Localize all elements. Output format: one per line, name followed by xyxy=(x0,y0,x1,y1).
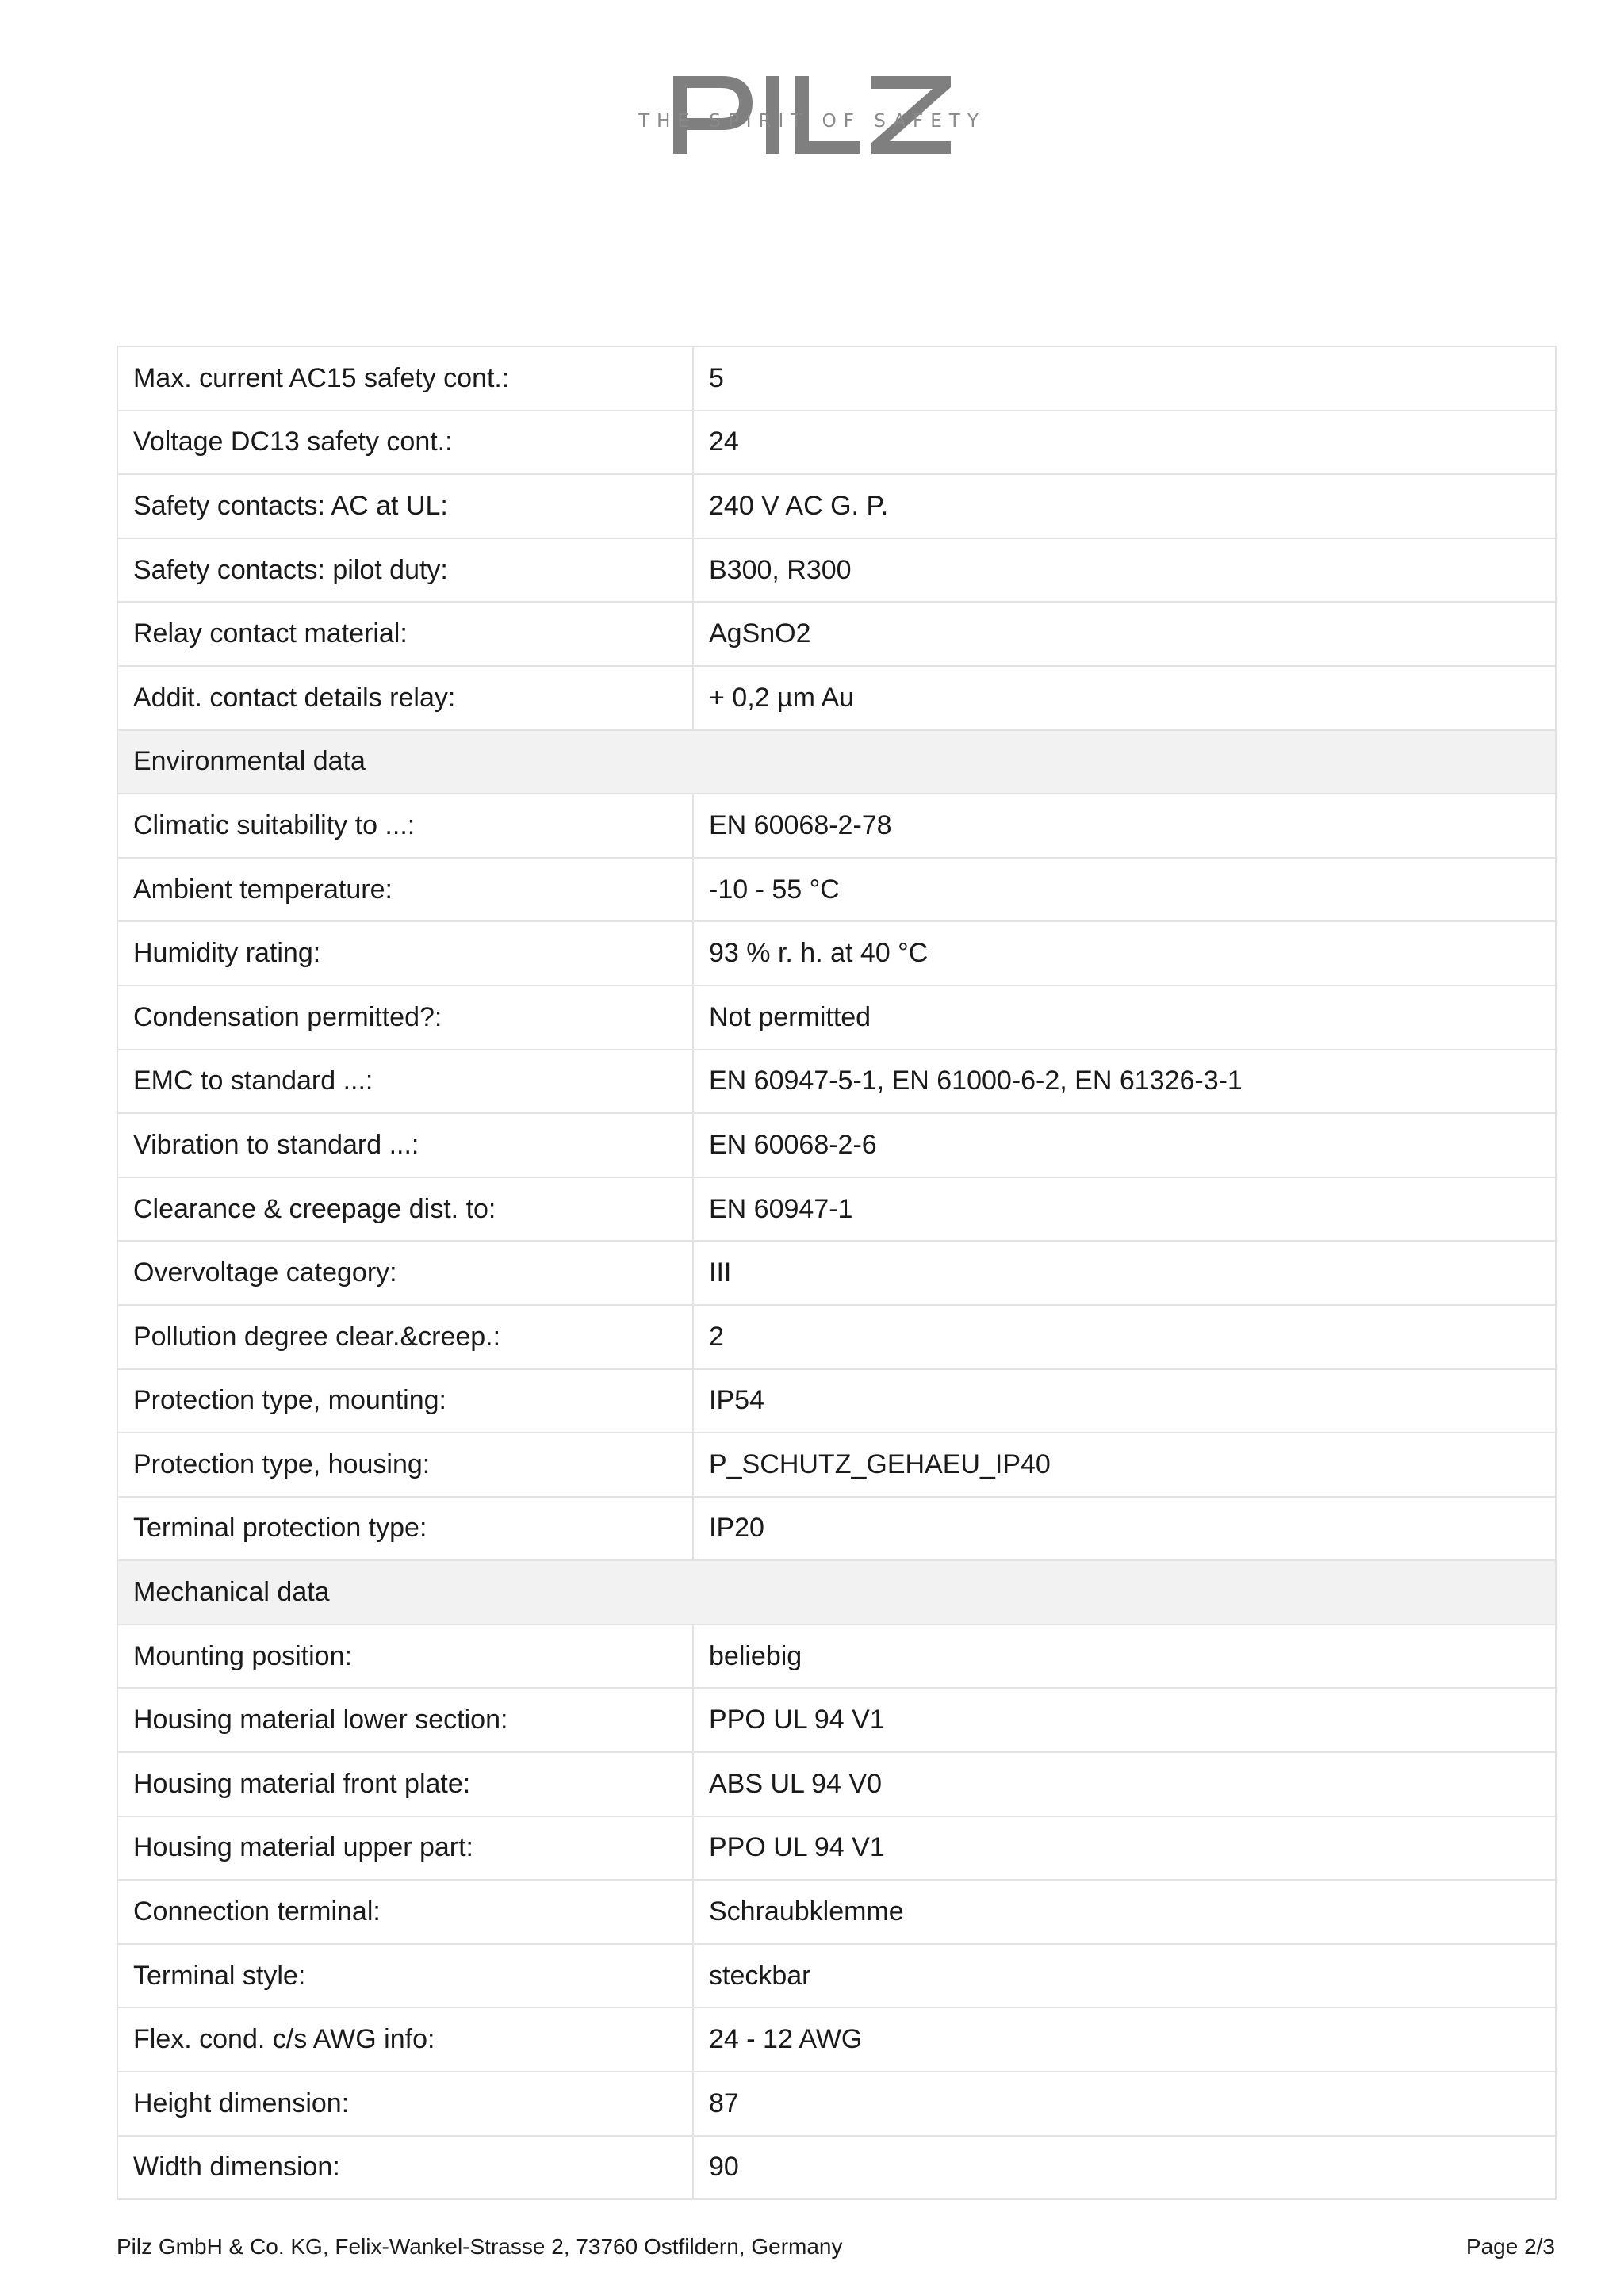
spec-value: 2 xyxy=(693,1305,1556,1369)
spec-value: 5 xyxy=(693,346,1556,411)
spec-value: B300, R300 xyxy=(693,538,1556,603)
spec-value: 90 xyxy=(693,2136,1556,2200)
spec-value: AgSnO2 xyxy=(693,602,1556,666)
spec-value: 24 xyxy=(693,411,1556,475)
table-row xyxy=(117,921,1556,985)
table-row xyxy=(117,1688,1556,1752)
spec-label: Housing material upper part: xyxy=(117,1816,693,1881)
spec-value: PPO UL 94 V1 xyxy=(693,1688,1556,1752)
table-row xyxy=(117,1113,1556,1177)
table-row xyxy=(117,666,1556,730)
spec-value: 24 - 12 AWG xyxy=(693,2007,1556,2072)
spec-value: IP54 xyxy=(693,1369,1556,1433)
spec-value: P_SCHUTZ_GEHAEU_IP40 xyxy=(693,1433,1556,1497)
spec-label: Vibration to standard ...: xyxy=(117,1113,693,1177)
table-row xyxy=(117,474,1556,538)
spec-value: -10 - 55 °C xyxy=(693,858,1556,922)
spec-label: Terminal protection type: xyxy=(117,1497,693,1561)
spec-label: Protection type, mounting: xyxy=(117,1369,693,1433)
spec-label: Condensation permitted?: xyxy=(117,985,693,1050)
table-row xyxy=(117,1752,1556,1816)
section-header-row xyxy=(117,1560,1556,1624)
table-row xyxy=(117,1497,1556,1561)
table-row xyxy=(117,1241,1556,1305)
spec-value: 87 xyxy=(693,2072,1556,2136)
spec-value: PPO UL 94 V1 xyxy=(693,1816,1556,1881)
table-row xyxy=(117,1369,1556,1433)
spec-label: Protection type, housing: xyxy=(117,1433,693,1497)
spec-label: Terminal style: xyxy=(117,1944,693,2008)
table-row xyxy=(117,1624,1556,1689)
table-row xyxy=(117,2072,1556,2136)
spec-value: EN 60068-2-6 xyxy=(693,1113,1556,1177)
table-row xyxy=(117,985,1556,1050)
footer-page-number: Page 2/3 xyxy=(1465,2234,1555,2259)
spec-label: Flex. cond. c/s AWG info: xyxy=(117,2007,693,2072)
table-row xyxy=(117,1305,1556,1369)
spec-value: Not permitted xyxy=(693,985,1556,1050)
spec-label: Humidity rating: xyxy=(117,921,693,985)
table-row xyxy=(117,602,1556,666)
spec-label: Safety contacts: pilot duty: xyxy=(117,538,693,603)
spec-label: Addit. contact details relay: xyxy=(117,666,693,730)
spec-label: Max. current AC15 safety cont.: xyxy=(117,346,693,411)
table-row xyxy=(117,2136,1556,2200)
table-row xyxy=(117,858,1556,922)
spec-label: Mounting position: xyxy=(117,1624,693,1689)
spec-table xyxy=(117,346,1557,2200)
spec-label: Climatic suitability to ...: xyxy=(117,794,693,858)
table-row xyxy=(117,346,1556,411)
spec-label: Overvoltage category: xyxy=(117,1241,693,1305)
spec-value: EN 60068-2-78 xyxy=(693,794,1556,858)
spec-table-body xyxy=(117,346,1556,2199)
spec-label: Safety contacts: AC at UL: xyxy=(117,474,693,538)
spec-label: Height dimension: xyxy=(117,2072,693,2136)
table-row xyxy=(117,794,1556,858)
footer-address: Pilz GmbH & Co. KG, Felix-Wankel-Strasse 2, 73760 Ostfildern, Germany xyxy=(117,2234,843,2259)
table-row xyxy=(117,1433,1556,1497)
spec-value: ABS UL 94 V0 xyxy=(693,1752,1556,1816)
spec-value: Schraubklemme xyxy=(693,1880,1556,1944)
spec-label: Connection terminal: xyxy=(117,1880,693,1944)
spec-value: IP20 xyxy=(693,1497,1556,1561)
logo-tagline: THE SPIRIT OF SAFETY xyxy=(638,111,986,132)
spec-label: Ambient temperature: xyxy=(117,858,693,922)
spec-label: EMC to standard ...: xyxy=(117,1050,693,1114)
table-row xyxy=(117,2007,1556,2072)
section-header-row xyxy=(117,730,1556,794)
table-row xyxy=(117,411,1556,475)
spec-value: 93 % r. h. at 40 °C xyxy=(693,921,1556,985)
spec-value: III xyxy=(693,1241,1556,1305)
spec-value: EN 60947-1 xyxy=(693,1177,1556,1242)
spec-label: Housing material front plate: xyxy=(117,1752,693,1816)
spec-label: Voltage DC13 safety cont.: xyxy=(117,411,693,475)
spec-value: 240 V AC G. P. xyxy=(693,474,1556,538)
table-row xyxy=(117,1816,1556,1881)
table-row xyxy=(117,1177,1556,1242)
spec-value: beliebig xyxy=(693,1624,1556,1689)
table-row xyxy=(117,1880,1556,1944)
spec-label: Relay contact material: xyxy=(117,602,693,666)
section-title: Mechanical data xyxy=(117,1560,1556,1624)
spec-value: EN 60947-5-1, EN 61000-6-2, EN 61326-3-1 xyxy=(693,1050,1556,1114)
section-title: Environmental data xyxy=(117,730,1556,794)
spec-label: Pollution degree clear.&creep.: xyxy=(117,1305,693,1369)
table-row xyxy=(117,538,1556,603)
table-row xyxy=(117,1944,1556,2008)
spec-value: + 0,2 µm Au xyxy=(693,666,1556,730)
spec-value: steckbar xyxy=(693,1944,1556,2008)
spec-label: Clearance & creepage dist. to: xyxy=(117,1177,693,1242)
spec-label: Width dimension: xyxy=(117,2136,693,2200)
table-row xyxy=(117,1050,1556,1114)
spec-label: Housing material lower section: xyxy=(117,1688,693,1752)
